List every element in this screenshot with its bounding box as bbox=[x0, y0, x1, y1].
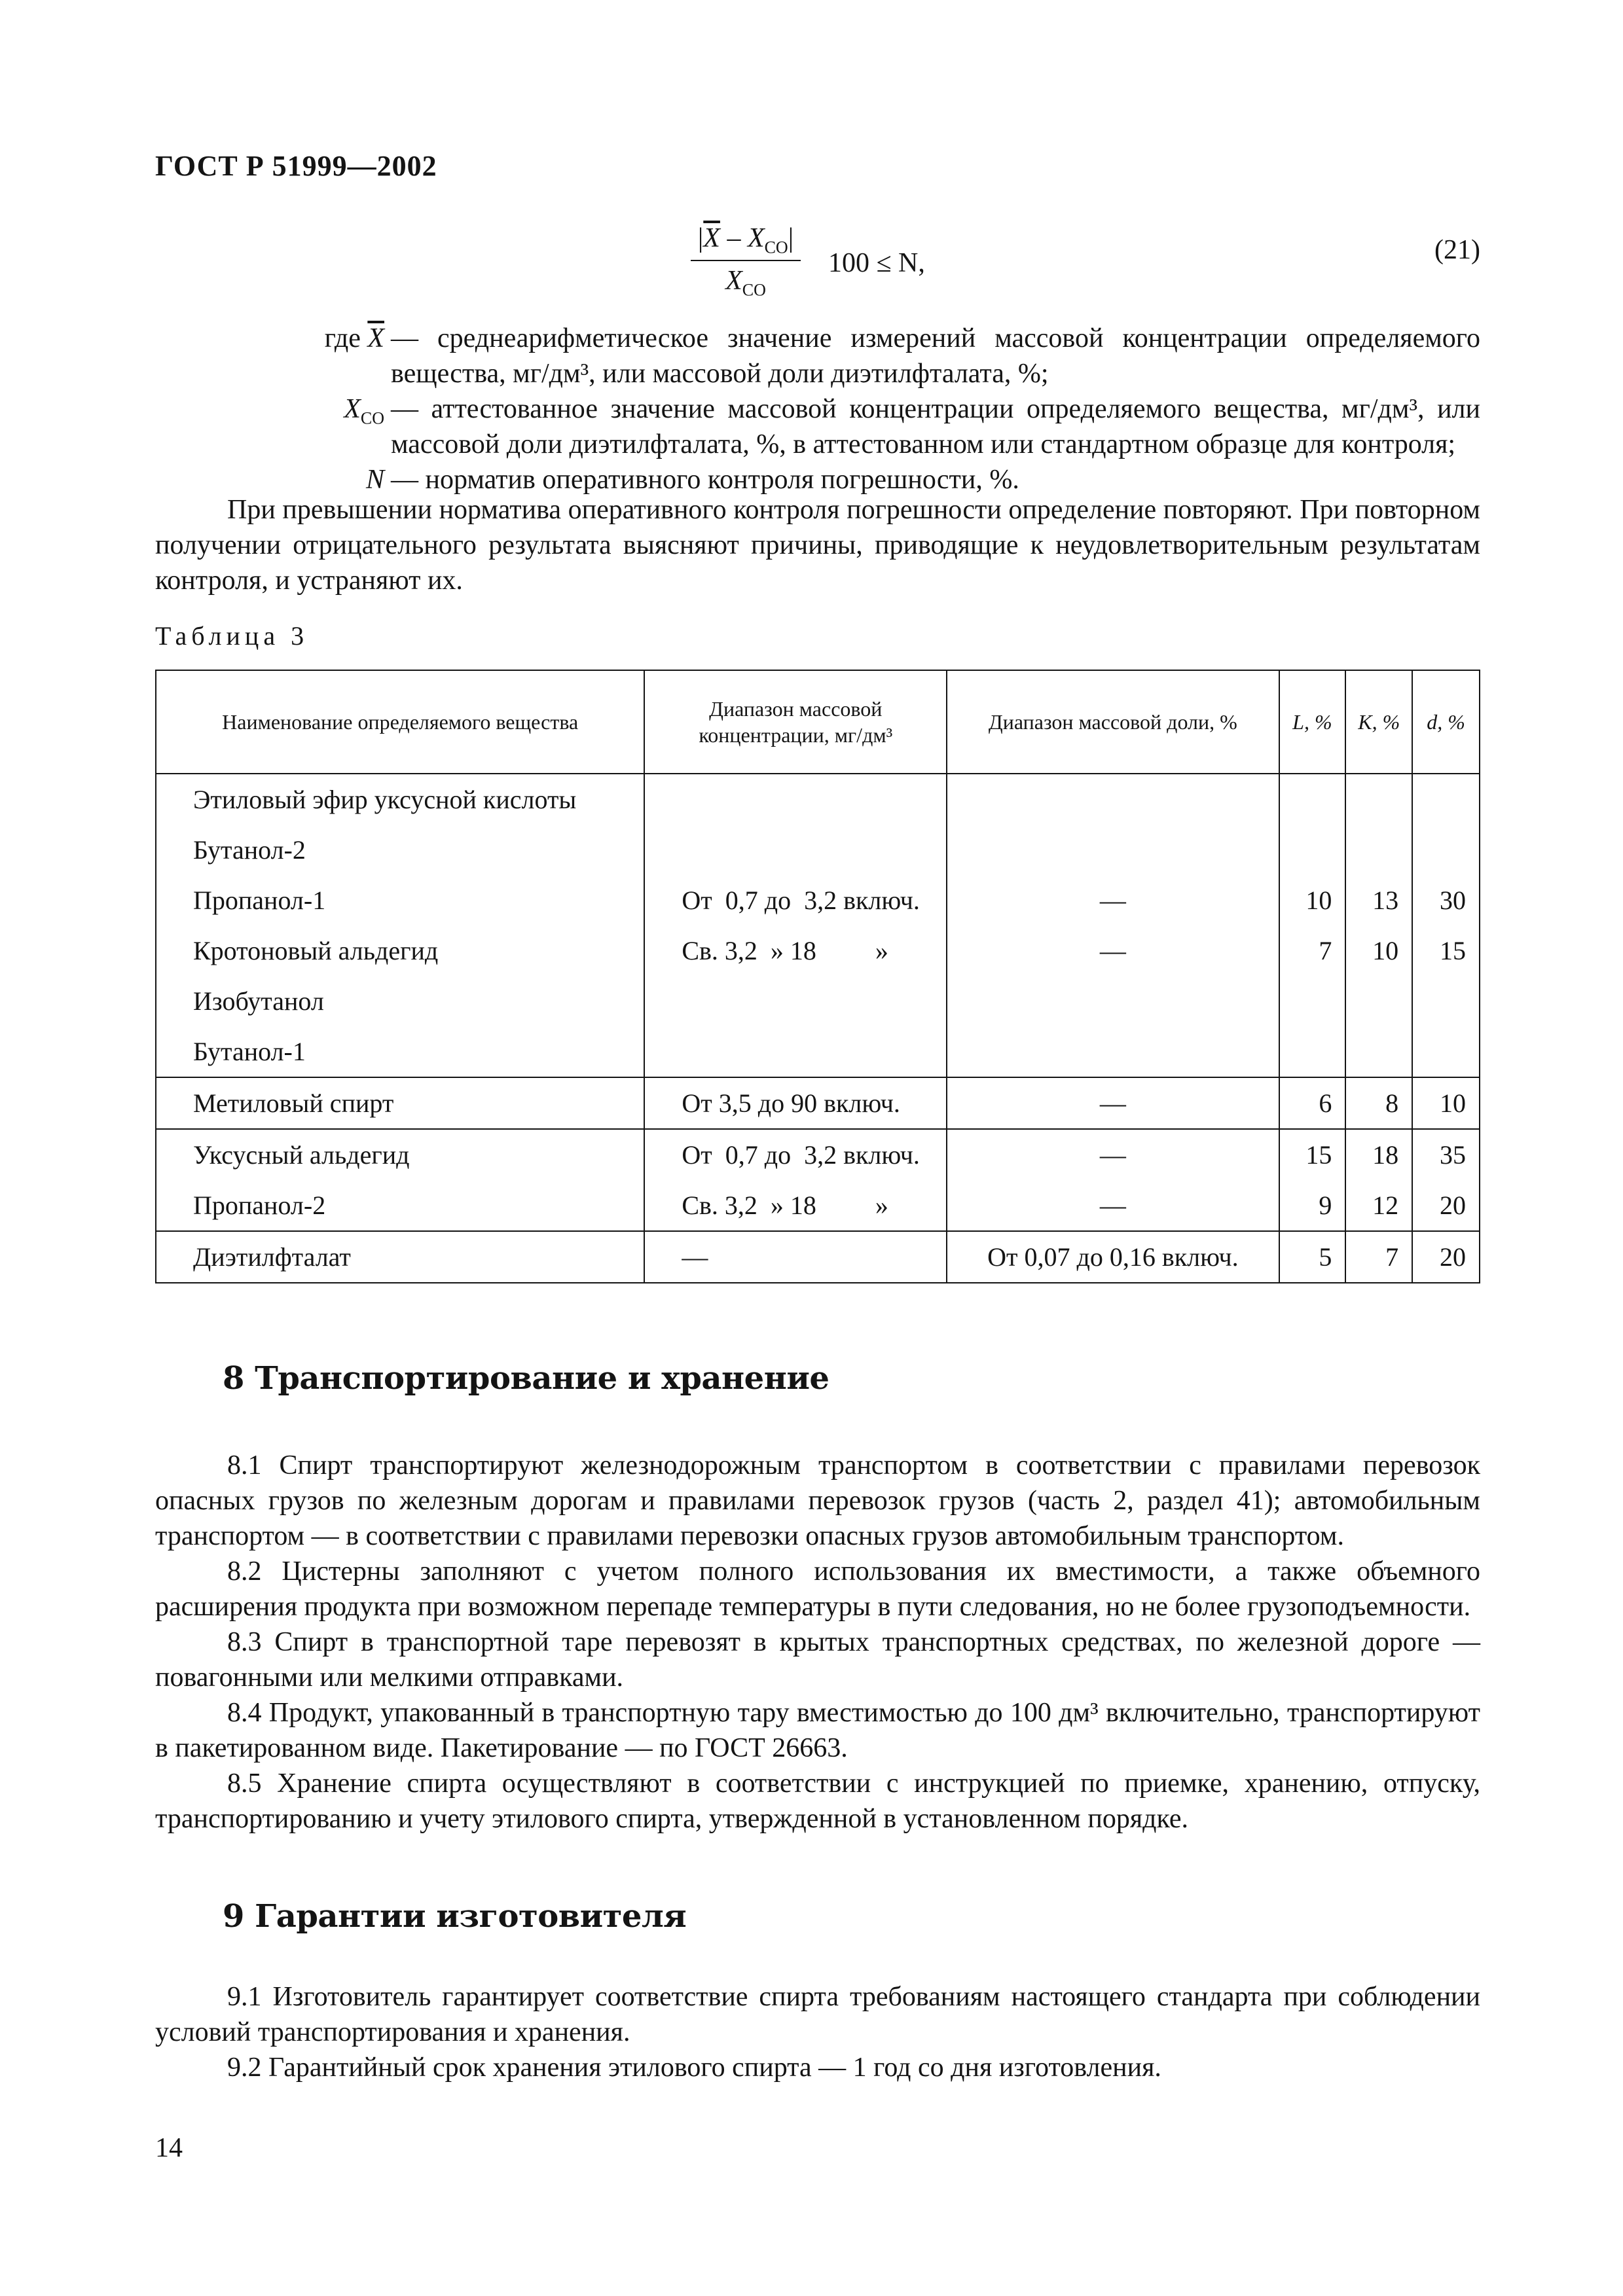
paragraph-9-2: 9.2 Гарантийный срок хранения этилового спирта — 1 год со дня изготовления. bbox=[227, 2053, 1161, 2083]
table-row bbox=[156, 774, 1480, 825]
formula-numerator: $|\overline{X} - X_{CO}|$ bbox=[691, 223, 801, 261]
cell-l: 5 bbox=[1279, 1231, 1346, 1283]
cell-k bbox=[1345, 1026, 1412, 1077]
paragraph-8-3: 8.3 Спирт в транспортной таре перевозят в крытых транспортных средствах, по железной дороге — повагонными или мелкими отправками. bbox=[155, 1627, 1480, 1693]
cell-fraction: — bbox=[947, 1077, 1279, 1129]
table-row bbox=[156, 1026, 1480, 1077]
cell-l: 10 bbox=[1279, 875, 1346, 925]
definition-symbol-n: N bbox=[365, 465, 384, 495]
cell-l bbox=[1279, 825, 1346, 875]
table-row bbox=[156, 925, 1480, 976]
cell-concentration bbox=[644, 1026, 947, 1077]
cell-substance: Бутанол-1 bbox=[156, 1026, 644, 1077]
cell-l bbox=[1279, 976, 1346, 1026]
header-d bbox=[1412, 670, 1480, 774]
cell-concentration bbox=[644, 774, 947, 825]
cell-fraction: — bbox=[947, 1129, 1279, 1180]
header-k-label: K, % bbox=[1358, 710, 1400, 734]
cell-concentration: От 0,7 до 3,2 включ. bbox=[644, 875, 947, 925]
cell-d: 35 bbox=[1412, 1129, 1480, 1180]
cell-concentration: От 3,5 до 90 включ. bbox=[644, 1077, 947, 1129]
formula-mean-symbol: $\overline{X}$ bbox=[703, 223, 720, 253]
cell-d bbox=[1412, 825, 1480, 875]
cell-substance: Кротоновый альдегид bbox=[156, 925, 644, 976]
definition-text: — норматив оперативного контроля погрешности, %. bbox=[391, 465, 1019, 495]
cell-substance: Диэтилфталат bbox=[156, 1231, 644, 1283]
formula-rhs: 100 ≤ N, bbox=[828, 248, 925, 278]
cell-k: 13 bbox=[1345, 875, 1412, 925]
definition-symbol bbox=[155, 391, 384, 436]
cell-k: 18 bbox=[1345, 1129, 1412, 1180]
definition-text: — среднеарифметическое значение измерений массовой концентрации определяемого вещества, мг/дм³, или массовой доли диэтилфталата, %; bbox=[391, 323, 1480, 389]
cell-l: 9 bbox=[1279, 1180, 1346, 1231]
paragraph-8-1: 8.1 Спирт транспортируют железнодорожным транспортом в соответствии с правилами перевозок опасных грузов по железным дорогам и правилами перевозок грузов (часть 2, раздел 41); автомобильным транспортом — в соответствии с правилами перевозки опасных грузов автомобильным транспортом. bbox=[155, 1450, 1480, 1551]
table-3 bbox=[155, 670, 1480, 1283]
paragraph-8-4: 8.4 Продукт, упакованный в транспортную тару вместимостью до 100 дм³ включительно, транспортируют в пакетированном виде. Пакетирование — по ГОСТ 26663. bbox=[155, 1698, 1480, 1763]
page-number: 14 bbox=[155, 2133, 183, 2163]
formula-number: (21) bbox=[1434, 235, 1480, 265]
cell-k: 7 bbox=[1345, 1231, 1412, 1283]
cell-fraction bbox=[947, 774, 1279, 825]
header-name: Наименование определяемого вещества bbox=[156, 670, 644, 774]
cell-concentration: — bbox=[644, 1231, 947, 1283]
cell-substance: Бутанол-2 bbox=[156, 825, 644, 875]
definition-symbol-x: X bbox=[344, 394, 361, 424]
cell-fraction bbox=[947, 825, 1279, 875]
document-header: ГОСТ Р 51999—2002 bbox=[155, 150, 437, 182]
cell-k: 10 bbox=[1345, 925, 1412, 976]
definition-item bbox=[155, 321, 1480, 391]
formula-den-symbol: X bbox=[725, 266, 742, 296]
table-row bbox=[156, 976, 1480, 1026]
table-row bbox=[156, 1231, 1480, 1283]
cell-d bbox=[1412, 976, 1480, 1026]
formula-sub: CO bbox=[764, 238, 788, 257]
header-l-label: L, % bbox=[1292, 710, 1332, 734]
cell-fraction: — bbox=[947, 875, 1279, 925]
cell-fraction: — bbox=[947, 925, 1279, 976]
control-paragraph-block bbox=[155, 492, 1480, 598]
cell-l: 15 bbox=[1279, 1129, 1346, 1180]
table-caption: Таблица 3 bbox=[155, 621, 309, 651]
cell-concentration: Св. 3,2 » 18 » bbox=[644, 925, 947, 976]
header-fraction: Диапазон массовой доли, % bbox=[947, 670, 1279, 774]
cell-d: 30 bbox=[1412, 875, 1480, 925]
table-row bbox=[156, 1129, 1480, 1180]
definition-prefix: где bbox=[324, 323, 361, 353]
cell-d: 15 bbox=[1412, 925, 1480, 976]
cell-concentration bbox=[644, 976, 947, 1026]
section-9-title: 9 Гарантии изготовителя bbox=[223, 1898, 687, 1935]
cell-k bbox=[1345, 976, 1412, 1026]
table-row bbox=[156, 1180, 1480, 1231]
cell-d: 20 bbox=[1412, 1231, 1480, 1283]
cell-k bbox=[1345, 825, 1412, 875]
cell-k bbox=[1345, 774, 1412, 825]
cell-d bbox=[1412, 774, 1480, 825]
definition-item bbox=[155, 391, 1480, 462]
table-row bbox=[156, 1077, 1480, 1129]
cell-substance: Этиловый эфир уксусной кислоты bbox=[156, 774, 644, 825]
cell-d: 20 bbox=[1412, 1180, 1480, 1231]
formula-denominator bbox=[691, 261, 801, 300]
cell-substance: Пропанол-2 bbox=[156, 1180, 644, 1231]
cell-k: 12 bbox=[1345, 1180, 1412, 1231]
header-k bbox=[1345, 670, 1412, 774]
cell-l bbox=[1279, 774, 1346, 825]
cell-l: 6 bbox=[1279, 1077, 1346, 1129]
formula-definitions bbox=[155, 321, 1480, 497]
formula-den-sub: CO bbox=[742, 280, 766, 300]
header-concentration: Диапазон массовой концентрации, мг/дм³ bbox=[644, 670, 947, 774]
section-8-title: 8 Транспортирование и хранение bbox=[223, 1360, 830, 1397]
paragraph-8-2: 8.2 Цистерны заполняют с учетом полного использования их вместимости, а также объемного расширения продукта при возможном перепаде температуры в пути следования, но не более грузоподъемности. bbox=[155, 1556, 1480, 1622]
formula-x-symbol: X bbox=[747, 223, 765, 253]
header-d-label: d, % bbox=[1427, 710, 1465, 734]
cell-l: 7 bbox=[1279, 925, 1346, 976]
table-body bbox=[156, 774, 1480, 1283]
table-row bbox=[156, 875, 1480, 925]
cell-concentration bbox=[644, 825, 947, 875]
cell-d: 10 bbox=[1412, 1077, 1480, 1129]
paragraph-8-5: 8.5 Хранение спирта осуществляют в соответствии с инструкцией по приемке, хранению, отпуску, транспортированию и учету этилового спирта, утвержденной в установленном порядке. bbox=[155, 1768, 1480, 1834]
definition-symbol-sub: CO bbox=[360, 408, 384, 428]
paragraph-9-1: 9.1 Изготовитель гарантирует соответствие спирта требованиям настоящего стандарта при соблюдении условий транспортирования и хранения. bbox=[155, 1982, 1480, 2047]
definition-symbol bbox=[155, 321, 384, 356]
formula-fraction bbox=[691, 223, 801, 300]
cell-d bbox=[1412, 1026, 1480, 1077]
cell-substance: Уксусный альдегид bbox=[156, 1129, 644, 1180]
cell-fraction bbox=[947, 976, 1279, 1026]
section-8-body bbox=[155, 1448, 1480, 1837]
cell-k: 8 bbox=[1345, 1077, 1412, 1129]
control-paragraph: При превышении норматива оперативного контроля погрешности определение повторяют. При повторном получении отрицательного результата выясняют причины, приводящие к неудовлетворительным результатам контроля, и устраняют их. bbox=[155, 495, 1480, 596]
header-l bbox=[1279, 670, 1346, 774]
cell-concentration: Св. 3,2 » 18 » bbox=[644, 1180, 947, 1231]
table-row bbox=[156, 825, 1480, 875]
cell-substance: Пропанол-1 bbox=[156, 875, 644, 925]
formula-abs-close: | bbox=[788, 223, 794, 253]
definition-text: — аттестованное значение массовой концентрации определяемого вещества, мг/дм³, или массовой доли диэтилфталата, %, в аттестованном или стандартном образце для контроля; bbox=[391, 394, 1480, 459]
cell-concentration: От 0,7 до 3,2 включ. bbox=[644, 1129, 947, 1180]
cell-fraction: — bbox=[947, 1180, 1279, 1231]
cell-l bbox=[1279, 1026, 1346, 1077]
cell-fraction bbox=[947, 1026, 1279, 1077]
cell-fraction: От 0,07 до 0,16 включ. bbox=[947, 1231, 1279, 1283]
cell-substance: Метиловый спирт bbox=[156, 1077, 644, 1129]
definition-symbol-x: $\overline{X}$ bbox=[367, 323, 384, 353]
section-9-body bbox=[155, 1979, 1480, 2085]
table-header-row bbox=[156, 670, 1480, 774]
cell-substance: Изобутанол bbox=[156, 976, 644, 1026]
